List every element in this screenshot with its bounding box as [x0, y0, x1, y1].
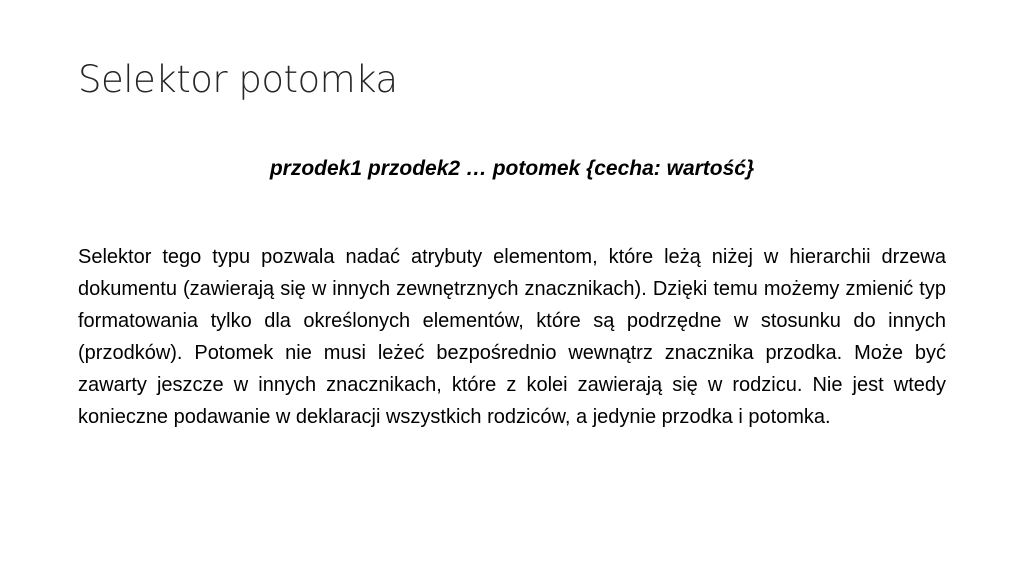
body-paragraph: Selektor tego typu pozwala nadać atrybuty elementom, które leżą niżej w hierarchii drzewa dokumentu (zawierają się w innych zewnętrznych znacznikach). Dzięki temu możemy zmienić typ formatowania tylko dla określonych elementów, które są podrzędne w stosunku do innych (przodków). Potomek nie musi leżeć bezpośrednio wewnątrz znacznika przodka. Może być zawarty jeszcze w innych znacznikach, które z kolei zawierają się w rodzicu. Nie jest wtedy konieczne podawanie w deklaracji wszystkich rodziców, a jedynie przodka i potomka. — [78, 246, 946, 428]
selector-syntax: przodek1 przodek2 … potomek {cecha: wartość} — [269, 157, 755, 180]
slide-title: Selektor potomka — [78, 58, 398, 101]
